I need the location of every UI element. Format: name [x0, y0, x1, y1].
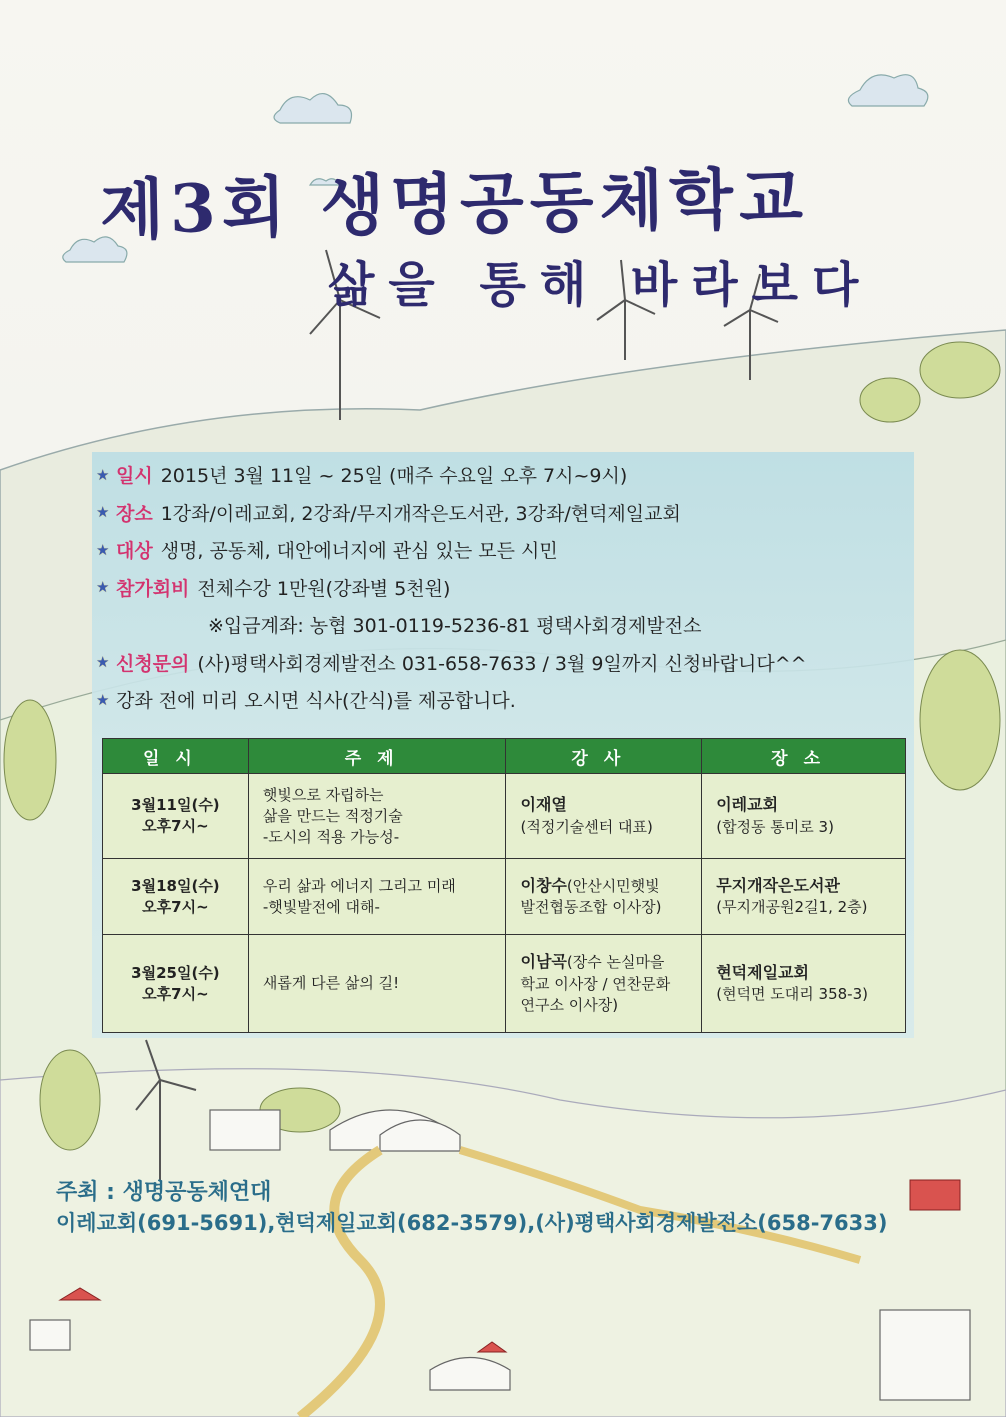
info-list — [96, 456, 906, 719]
info-row-date — [96, 456, 906, 494]
cell-speaker — [506, 774, 702, 859]
star-icon: ★ — [96, 690, 110, 709]
speaker-info: (장수 논실마을 학교 이사장 / 연찬문화 연구소 이사장) — [520, 953, 671, 1014]
info-value: 생명, 공동체, 대안에너지에 관심 있는 모든 시민 — [160, 540, 558, 563]
star-icon: ★ — [96, 503, 110, 522]
info-row-target — [96, 531, 906, 569]
info-value: 강좌 전에 미리 오시면 식사(간식)를 제공합니다. — [116, 690, 516, 713]
account-note: ※입금계좌: 농협 301-0119-5236-81 평택사회경제발전소 — [208, 615, 702, 638]
info-row-meal — [96, 681, 906, 719]
info-row-inquiry — [96, 644, 906, 682]
sponsor-host: 주최 : 생명공동체연대 — [56, 1180, 272, 1205]
header-topic: 주제 — [248, 739, 506, 774]
place-name: 이레교회 — [716, 795, 779, 815]
info-key: 참가회비 — [116, 577, 190, 600]
cell-place — [702, 774, 906, 859]
header-date: 일시 — [103, 739, 249, 774]
cell-topic: 햇빛으로 자립하는 삶을 만드는 적정기술 -도시의 적용 가능성- — [248, 774, 506, 859]
info-row-account — [96, 606, 906, 644]
cell-date: 3월11일(수) 오후7시~ — [103, 774, 249, 859]
cell-speaker — [506, 935, 702, 1033]
header-place: 장소 — [702, 739, 906, 774]
table-header-row — [103, 739, 906, 774]
cell-speaker — [506, 859, 702, 935]
info-value: (사)평택사회경제발전소 031-658-7633 / 3월 9일까지 신청바랍니다^^ — [197, 652, 807, 675]
info-row-fee — [96, 569, 906, 607]
speaker-info: (적정기술센터 대표) — [520, 817, 653, 836]
info-value: 2015년 3월 11일 ~ 25일 (매주 수요일 오후 7시~9시) — [160, 465, 628, 488]
table-row — [103, 859, 906, 935]
cell-date: 3월25일(수) 오후7시~ — [103, 935, 249, 1033]
info-key: 신청문의 — [116, 652, 190, 675]
cell-place — [702, 859, 906, 935]
speaker-name: 이창수 — [520, 875, 567, 895]
info-key: 장소 — [116, 502, 153, 525]
sponsor-block — [56, 1178, 956, 1238]
star-icon: ★ — [96, 653, 110, 672]
cell-topic: 새롭게 다른 삶의 길! — [248, 935, 506, 1033]
place-address: (현덕면 도대리 358-3) — [716, 985, 868, 1004]
page-title: 제3회 생명공동체학교 — [99, 158, 810, 250]
place-name: 무지개작은도서관 — [716, 875, 840, 895]
schedule-table — [102, 738, 906, 1033]
sponsor-contacts: 이레교회(691-5691),현덕제일교회(682-3579),(사)평택사회경제발전소(658-7633) — [56, 1210, 888, 1235]
speaker-info: (안산시민햇빛 발전협동조합 이사장) — [520, 876, 662, 917]
star-icon: ★ — [96, 465, 110, 484]
cell-topic: 우리 삶과 에너지 그리고 미래 -햇빛발전에 대해- — [248, 859, 506, 935]
cell-place — [702, 935, 906, 1033]
info-value: 전체수강 1만원(강좌별 5천원) — [197, 577, 451, 600]
info-key: 대상 — [116, 540, 153, 563]
table-row — [103, 935, 906, 1033]
info-key: 일시 — [116, 465, 153, 488]
cell-date: 3월18일(수) 오후7시~ — [103, 859, 249, 935]
page-subtitle: 삶을 통해 바라보다 — [328, 257, 873, 313]
table-row — [103, 774, 906, 859]
info-value: 1강좌/이레교회, 2강좌/무지개작은도서관, 3강좌/현덕제일교회 — [160, 502, 681, 525]
speaker-name: 이남곡 — [520, 952, 567, 972]
place-address: (무지개공원2길1, 2층) — [716, 898, 868, 917]
info-row-place — [96, 494, 906, 532]
header-speaker: 강사 — [506, 739, 702, 774]
speaker-name: 이재열 — [520, 795, 567, 815]
star-icon: ★ — [96, 540, 110, 559]
place-address: (합정동 통미로 3) — [716, 817, 834, 836]
place-name: 현덕제일교회 — [716, 962, 809, 982]
star-icon: ★ — [96, 578, 110, 597]
